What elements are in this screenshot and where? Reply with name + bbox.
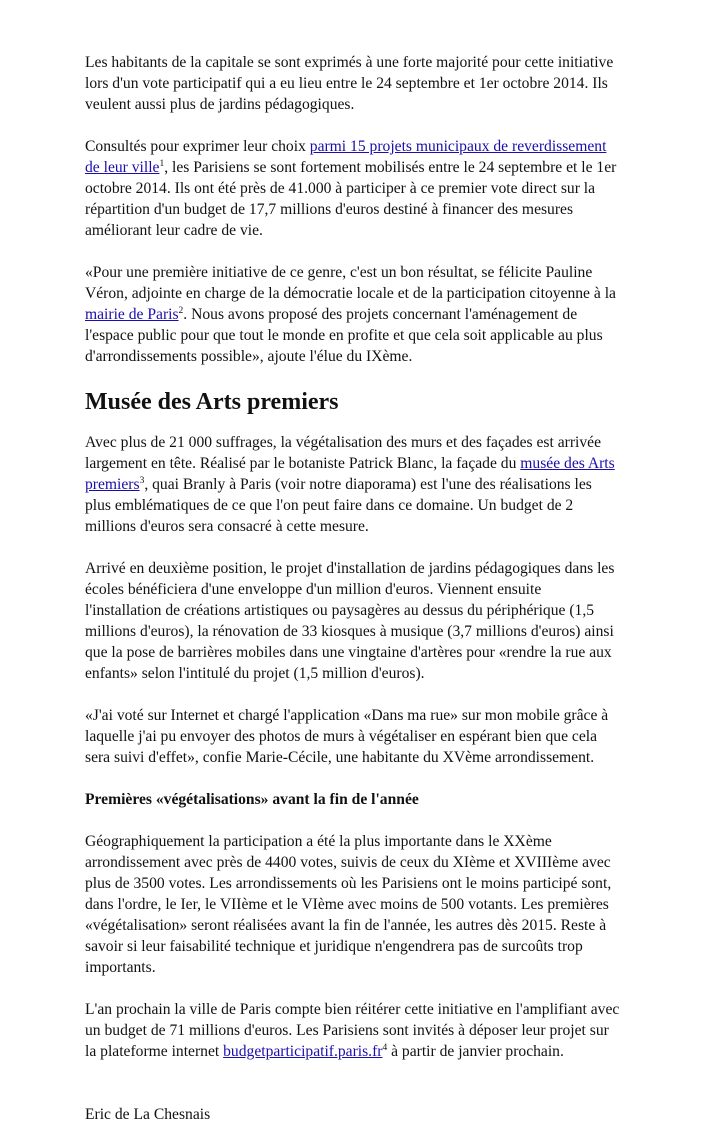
text: «Pour une première initiative de ce genre, c'est un bon résultat, se félicite Pauline Véron, adjointe en charge de la démocratie locale et de la participation citoyenne à la bbox=[85, 264, 616, 302]
text: Consultés pour exprimer leur choix bbox=[85, 138, 310, 155]
intro-paragraph: Les habitants de la capitale se sont exprimés à une forte majorité pour cette initiative lors d'un vote participatif qui a eu lieu entre le 24 septembre et 1er octobre 2014. Ils veulent aussi plus de jardins pédagogiques. bbox=[85, 54, 614, 113]
text: , quai Branly à Paris (voir notre diaporama) est l'une des réalisations les plus emblématiques de ce que l'on peut faire dans ce domaine. Un budget de 2 millions d'euros sera consacré à cette mesure. bbox=[85, 476, 592, 535]
footnote-2: 2 bbox=[178, 305, 184, 316]
footnote-4: 4 bbox=[382, 1042, 388, 1053]
link-mairie-de-paris[interactable]: mairie de Paris bbox=[85, 306, 179, 323]
text: , les Parisiens se sont fortement mobilisés entre le 24 septembre et le 1er octobre 2014. Ils ont été près de 41.000 à participer à ce premier vote direct sur la répartition d'un budget de 17,7 millions d'euros destiné à financer des mesures améliorant leur cadre de vie. bbox=[85, 159, 617, 239]
paragraph-geographie: Géographiquement la participation a été la plus importante dans le XXème arrondissement avec près de 4400 votes, suivis de ceux du XIème et XVIIIème avec plus de 3500 votes. Les arrondissements où les Parisiens ont le moins participé sont, dans l'ordre, le Ier, le VIIème et le VIème avec moins de 500 votants. Les premières «végétalisation» seront réalisées avant la fin de l'année, les autres dès 2015. Reste à savoir si leur faisabilité technique et juridique n'engendrera pas de surcoûts trop importants. bbox=[85, 833, 612, 976]
paragraph-vegetalisation bbox=[85, 432, 620, 537]
link-musee-arts-premiers[interactable]: musée des Arts premiers bbox=[85, 455, 615, 493]
text: Avec plus de 21 000 suffrages, la végétalisation des murs et des façades est arrivée largement en tête. Réalisé par le botaniste Patrick Blanc, la façade du bbox=[85, 434, 602, 472]
text: à partir de janvier prochain. bbox=[387, 1043, 564, 1060]
paragraph-deuxieme-position: Arrivé en deuxième position, le projet d'installation de jardins pédagogiques dans les écoles bénéficiera d'une enveloppe d'un million d'euros. Viennent ensuite l'installation de créations artistiques ou paysagères au dessus du périphérique (1,5 millions d'euros), la rénovation de 33 kiosques à musique (3,7 millions d'euros) ainsi que la pose de barrières mobiles dans une vingtaine d'artères pour «rendre la rue aux enfants» selon l'intitulé du projet (1,5 million d'euros). bbox=[85, 560, 615, 682]
paragraph-an-prochain bbox=[85, 999, 620, 1062]
subheading-premieres-vegetalisations: Premières «végétalisations» avant la fin de l'année bbox=[85, 791, 419, 808]
link-15-projets[interactable]: parmi 15 projets municipaux de reverdissement de leur ville bbox=[85, 138, 607, 176]
section-heading-musee: Musée des Arts premiers bbox=[85, 389, 339, 415]
paragraph-consultation bbox=[85, 136, 620, 241]
footnote-1: 1 bbox=[159, 158, 165, 169]
text: . Nous avons proposé des projets concernant l'aménagement de l'espace public pour que tout le monde en profite et que cela soit applicable au plus d'arrondissements possible», ajoute l'élue du IXème. bbox=[85, 306, 603, 365]
article bbox=[85, 52, 620, 1146]
author-signature: Eric de La Chesnais bbox=[85, 1106, 211, 1123]
footnote-3: 3 bbox=[139, 475, 145, 486]
paragraph-quote-marie-cecile: «J'ai voté sur Internet et chargé l'application «Dans ma rue» sur mon mobile grâce à laquelle j'ai pu envoyer des photos de murs à végétaliser en espérant bien que cela sera suivi d'effet», confie Marie-Cécile, une habitante du XVème arrondissement. bbox=[85, 707, 609, 766]
paragraph-quote-veron bbox=[85, 262, 620, 367]
link-budgetparticipatif[interactable]: budgetparticipatif.paris.fr bbox=[223, 1043, 383, 1060]
text: L'an prochain la ville de Paris compte bien réitérer cette initiative en l'amplifiant avec un budget de 71 millions d'euros. Les Parisiens sont invités à déposer leur projet sur la plateforme internet bbox=[85, 1001, 620, 1060]
